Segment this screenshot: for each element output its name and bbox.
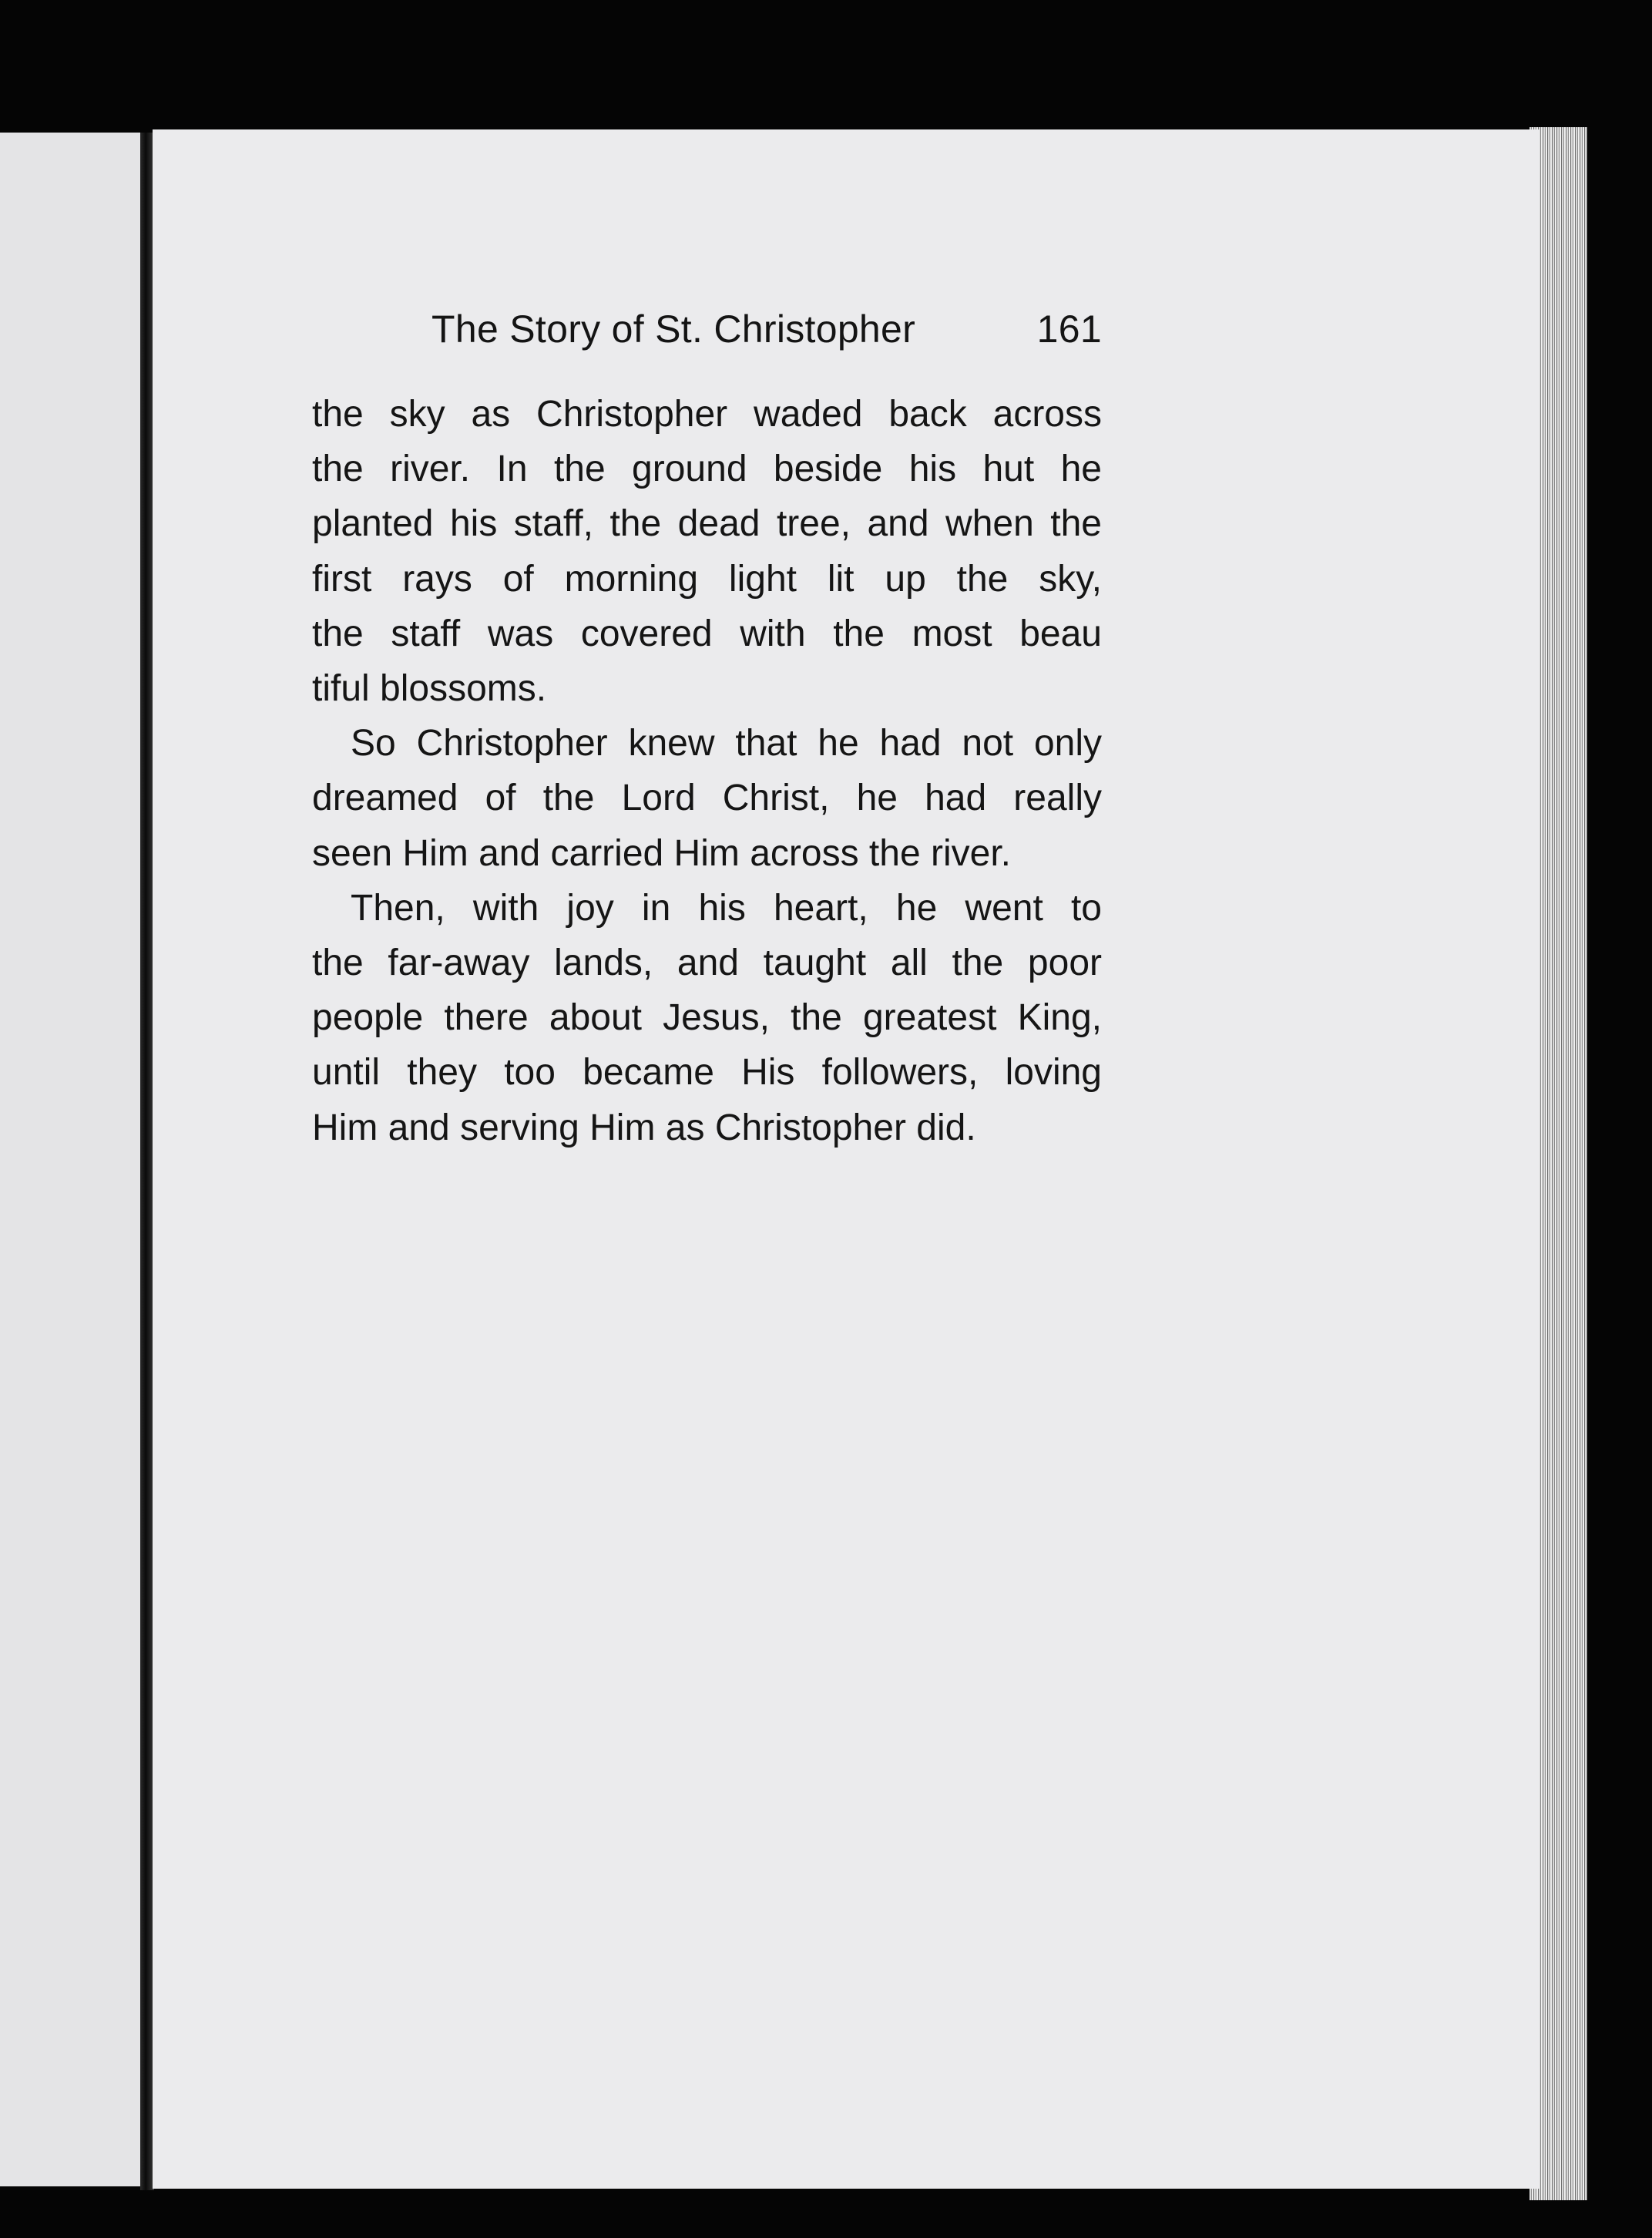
text-line: the sky as Christopher waded back across — [312, 394, 1102, 435]
text-line: dreamed of the Lord Christ, he had really — [312, 778, 1102, 819]
text-line: Him and serving Him as Christopher did. — [312, 1107, 976, 1148]
text-line: So Christopher knew that he had not only — [351, 723, 1102, 764]
running-head — [431, 307, 1102, 368]
paragraph-3 — [312, 881, 1102, 1155]
text-line: until they too became His followers, loving — [312, 1052, 1102, 1094]
text-line: the river. In the ground beside his hut he — [312, 449, 1102, 490]
text-line: the far-away lands, and taught all the poor — [312, 943, 1102, 984]
running-head-title: The Story of St. Christopher — [431, 307, 916, 351]
text-line: seen Him and carried Him across the river. — [312, 832, 1011, 874]
text-line: people there about Jesus, the greatest King, — [312, 997, 1102, 1039]
text-line: the staff was covered with the most beau — [312, 613, 1102, 654]
body-text — [312, 387, 1102, 1155]
text-line: tiful blossoms. — [312, 668, 547, 710]
paragraph-1 — [312, 387, 1102, 716]
text-line: first rays of morning light lit up the sky, — [312, 558, 1102, 600]
page-number: 161 — [1036, 307, 1102, 351]
facing-page-edge — [0, 133, 143, 2186]
text-line: Then, with joy in his heart, he went to — [351, 887, 1102, 929]
text-line: planted his staff, the dead tree, and when the — [312, 503, 1102, 545]
paragraph-2 — [312, 716, 1102, 881]
